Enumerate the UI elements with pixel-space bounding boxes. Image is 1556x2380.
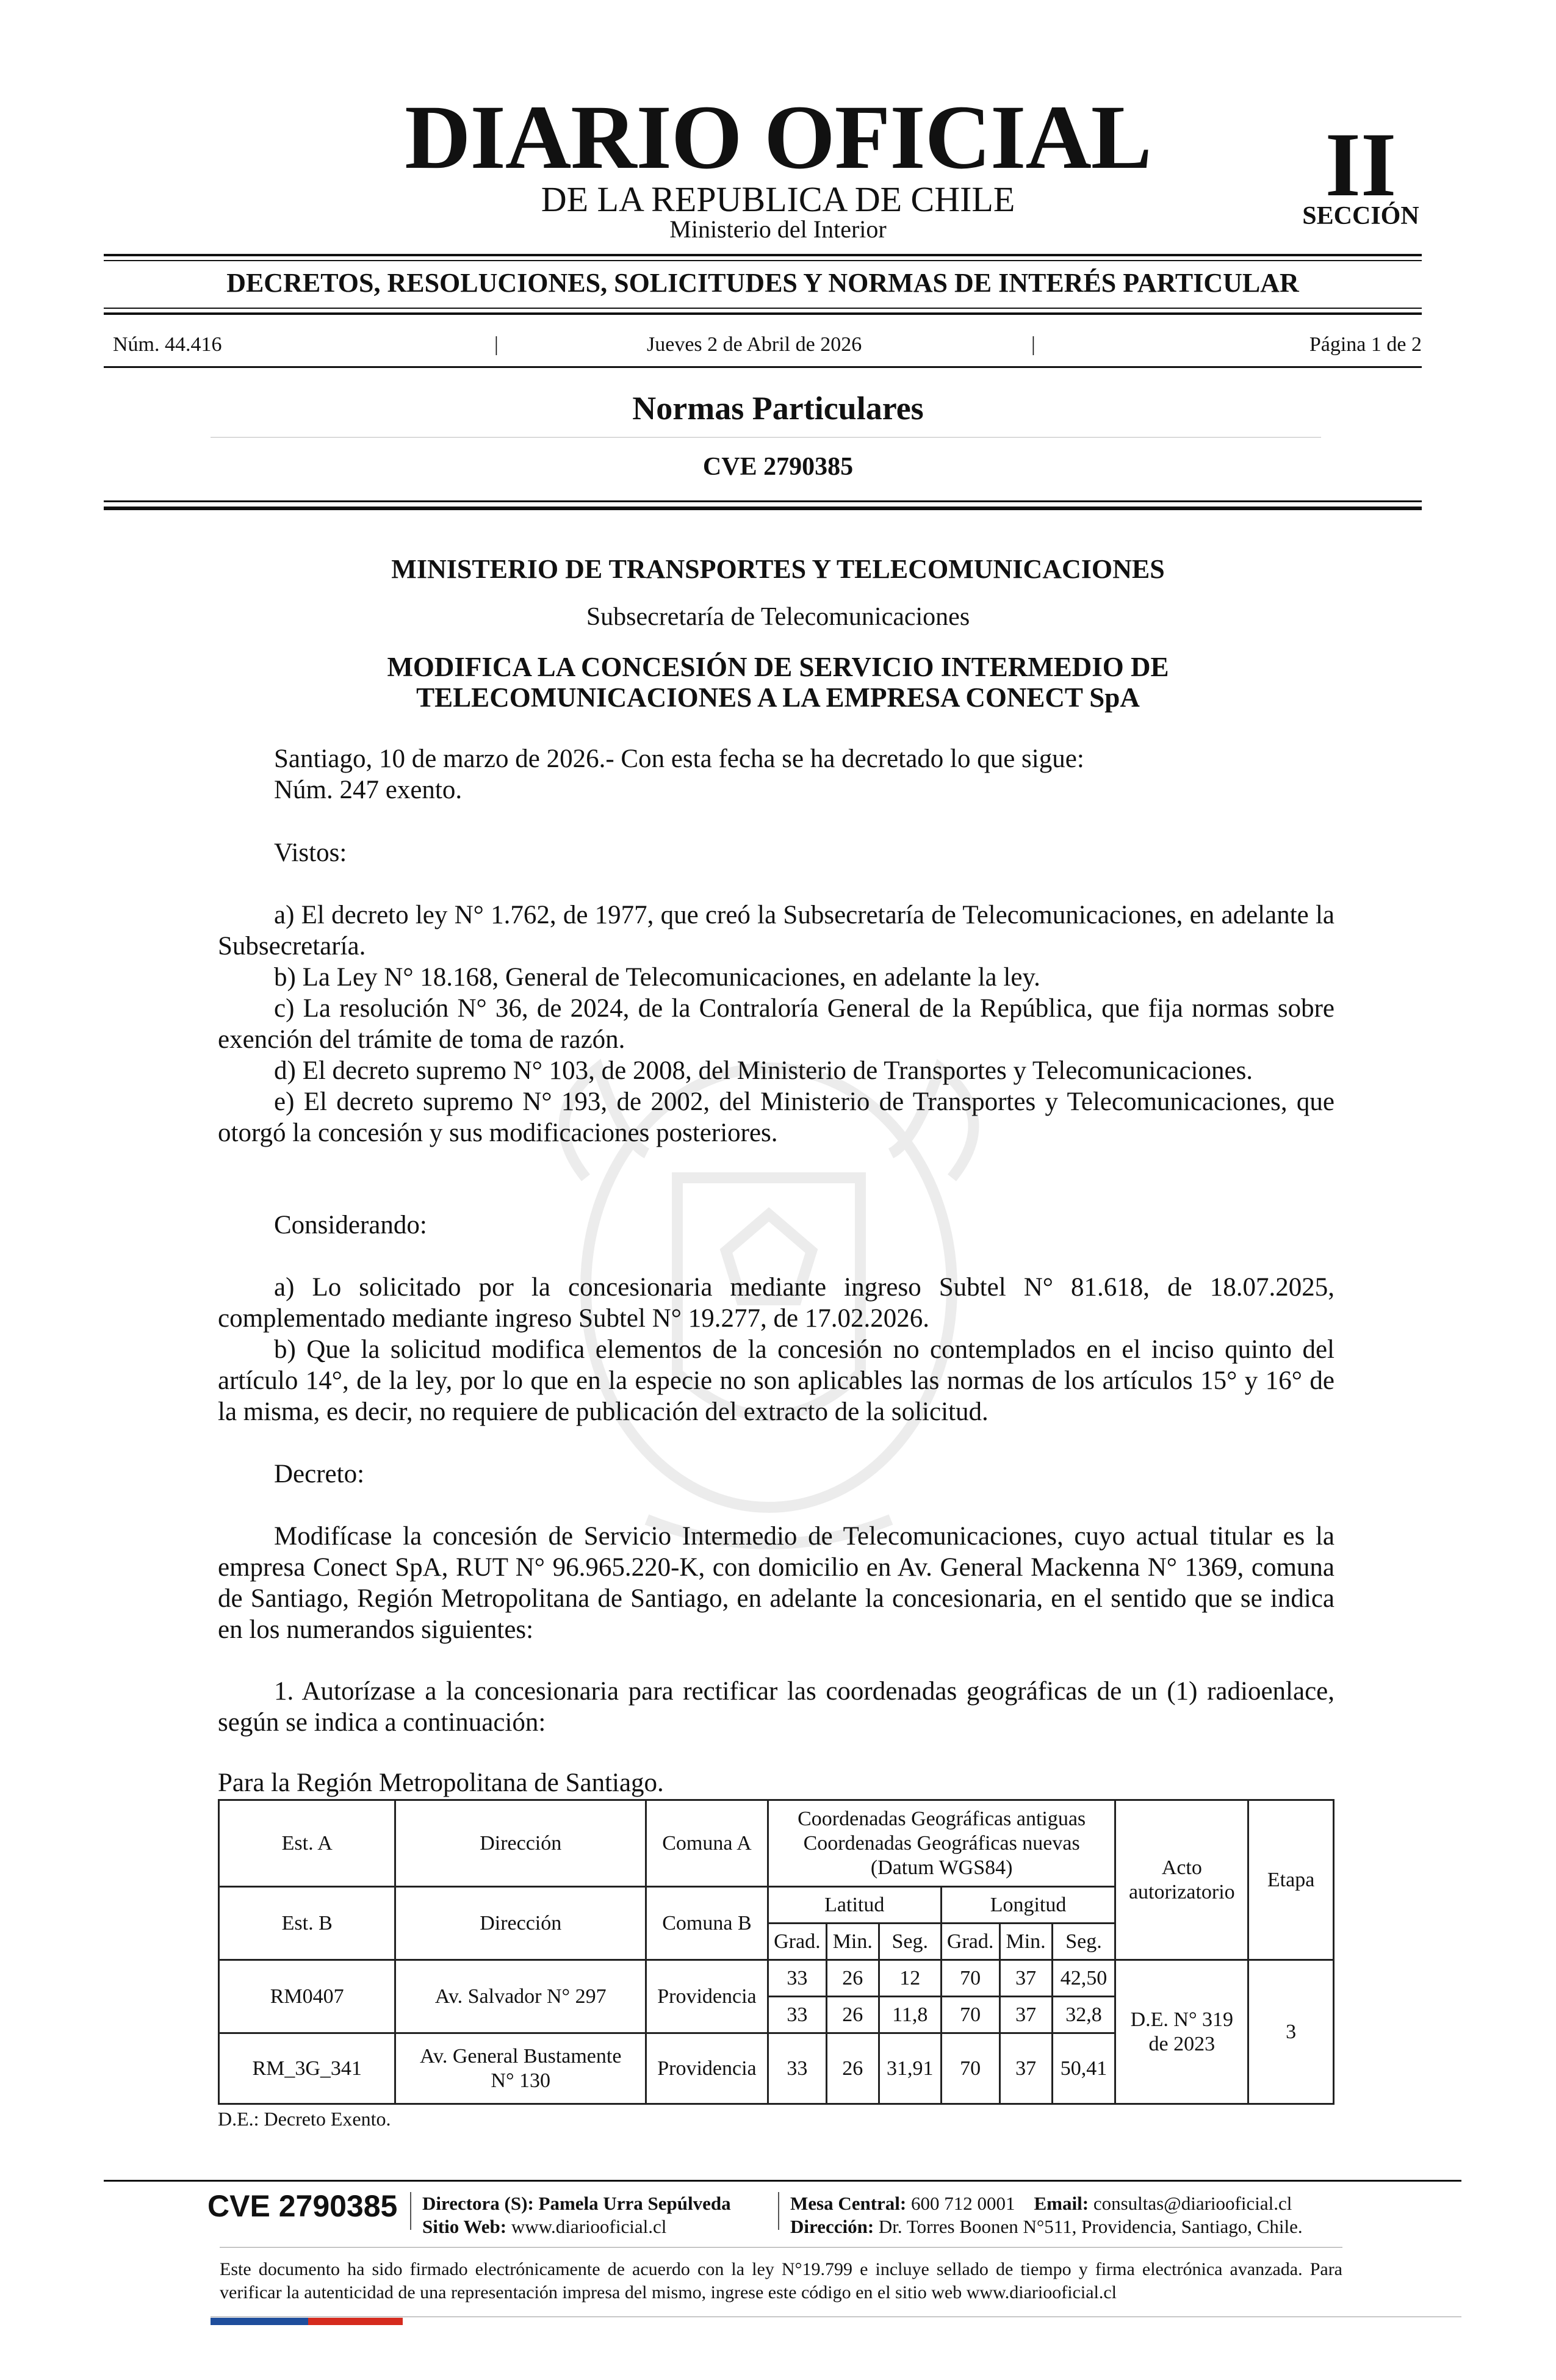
footer-contact-block [790, 2192, 1303, 2238]
footer-web-label: Sitio Web: [422, 2216, 507, 2237]
top-rule-2 [104, 260, 1422, 261]
vistos-label-text: Vistos: [274, 838, 347, 867]
header-est-b: Est. B [219, 1887, 395, 1960]
footer-direccion-label: Dirección: [790, 2216, 874, 2237]
decreto-paragraph: Modifícase la concesión de Servicio Intermedio de Telecomunicaciones, cuyo actual titular es la empresa Conect SpA, RUT N° 96.965.220-K, con domicilio en Av. General Mackenna N° 1369, comuna de Santiago, Región Metropolitana de Santiago, en adelante la concesionaria, en el sentido que se indica en los numerandos siguientes: [218, 1522, 1334, 1644]
info-separator: | [494, 333, 499, 356]
considerando-label [218, 1210, 1334, 1241]
header-latitud: Latitud [768, 1887, 941, 1924]
subsecretaria-heading: Subsecretaría de Telecomunicaciones [586, 603, 970, 631]
footer-web [422, 2215, 731, 2238]
header-lon-seg: Seg. [1052, 1924, 1115, 1960]
row2-lat-min: 26 [826, 2033, 879, 2104]
vistos-item-b: b) La Ley N° 18.168, General de Telecomunicaciones, en adelante la ley. [274, 963, 1040, 992]
row1-comuna: Providencia [646, 1960, 768, 2033]
header-coord-old: Coordenadas Geográficas antiguas [798, 1807, 1086, 1830]
table-note: D.E.: Decreto Exento. [218, 2108, 391, 2130]
decreto-block [218, 1521, 1334, 1645]
row1-new-lon-seg: 32,8 [1052, 1997, 1115, 2033]
item-1-block [218, 1676, 1334, 1738]
row1-new-lon-min: 37 [1000, 1997, 1052, 2033]
considerando-list [218, 1272, 1334, 1427]
info-separator: | [1031, 333, 1036, 356]
row2-lon-grad: 70 [941, 2033, 1000, 2104]
footer-legal-notice: Este documento ha sido firmado electrónicamente de acuerdo con la ley N°19.799 e incluye sellado de tiempo y firma electrónica avanzada. Para verificar la autenticidad de una representación impresa del mismo, ingrese este código en el sitio web www.diariooficial.cl [220, 2259, 1342, 2302]
row1-direccion: Av. Salvador N° 297 [395, 1960, 646, 2033]
row1-old-lat-min: 26 [826, 1960, 879, 1997]
section-title-underline [211, 437, 1321, 438]
page-indicator: Página 1 de 2 [1309, 333, 1422, 356]
considerando-label-text: Considerando: [274, 1211, 427, 1239]
mid-rule-1 [104, 308, 1422, 309]
intro-line-1: Santiago, 10 de marzo de 2026.- Con esta fecha se ha decretado lo que sigue: [274, 745, 1084, 773]
flag-stripe-red [308, 2318, 403, 2325]
header-lon-grad: Grad. [941, 1924, 1000, 1960]
top-rule-1 [104, 254, 1422, 256]
document-title-line-1: MODIFICA LA CONCESIÓN DE SERVICIO INTERMEDIO DE [387, 652, 1169, 682]
masthead-title: DIARIO OFICIAL [405, 87, 1151, 188]
row1-old-lon-grad: 70 [941, 1960, 1000, 1997]
section-number: II [1325, 114, 1397, 215]
intro-line-2: Núm. 247 exento. [274, 776, 463, 804]
row1-new-lon-grad: 70 [941, 1997, 1000, 2033]
section-title: Normas Particulares [632, 390, 924, 427]
footer-web-link[interactable]: www.diariooficial.cl [511, 2216, 667, 2237]
header-comuna-a: Comuna A [646, 1800, 768, 1887]
acto-line-2: de 2023 [1148, 2032, 1216, 2055]
row2-comuna: Providencia [646, 2033, 768, 2104]
etapa-value: 3 [1248, 1960, 1334, 2104]
region-label [218, 1767, 1334, 1798]
footer-cve: CVE 2790385 [207, 2189, 398, 2223]
row2-direccion-line-1: Av. General Bustamente [420, 2044, 622, 2068]
vistos-list [218, 900, 1334, 1149]
masthead-subtitle: DE LA REPUBLICA DE CHILE [541, 179, 1015, 219]
row1-old-lon-seg: 42,50 [1052, 1960, 1115, 1997]
row2-lat-grad: 33 [768, 2033, 826, 2104]
footer-director-block [422, 2192, 731, 2238]
row2-lat-seg: 31,91 [879, 2033, 941, 2104]
row1-old-lon-min: 37 [1000, 1960, 1052, 1997]
header-longitud: Longitud [941, 1887, 1115, 1924]
considerando-item-a: a) Lo solicitado por la concesionaria mediante ingreso Subtel N° 81.618, de 18.07.2025, complementado mediante ingreso Subtel N° 19.277, de 17.02.2026. [218, 1273, 1334, 1333]
row1-est: RM0407 [219, 1960, 395, 2033]
vistos-item-e: e) El decreto supremo N° 193, de 2002, del Ministerio de Transportes y Telecomunicaciones, que otorgó la concesión y sus modificaciones posteriores. [218, 1087, 1334, 1147]
header-lat-min: Min. [826, 1924, 879, 1960]
subtitle-band: DECRETOS, RESOLUCIONES, SOLICITUDES Y NORMAS DE INTERÉS PARTICULAR [226, 268, 1299, 298]
cve-rule-2 [104, 507, 1422, 510]
flag-stripe-blue [211, 2318, 308, 2325]
header-etapa: Etapa [1248, 1800, 1334, 1960]
ministry-heading: MINISTERIO DE TRANSPORTES Y TELECOMUNICACIONES [391, 554, 1165, 584]
row1-new-lat-min: 26 [826, 1997, 879, 2033]
decreto-label-text: Decreto: [274, 1460, 365, 1488]
row2-est: RM_3G_341 [219, 2033, 395, 2104]
footer-director: Directora (S): Pamela Urra Sepúlveda [422, 2193, 731, 2214]
region-label-text: Para la Región Metropolitana de Santiago. [218, 1769, 664, 1797]
footer-divider-2 [778, 2192, 779, 2230]
footer-email-link[interactable]: consultas@diariooficial.cl [1093, 2193, 1292, 2214]
vistos-item-d: d) El decreto supremo N° 103, de 2008, del Ministerio de Transportes y Telecomunicaciones. [274, 1056, 1253, 1085]
intro-block [218, 743, 1334, 806]
table-header-row-1 [219, 1800, 1334, 1887]
header-coord-new: Coordenadas Geográficas nuevas [803, 1831, 1080, 1855]
header-acto: Acto autorizatorio [1115, 1800, 1248, 1960]
header-coordinates [768, 1800, 1115, 1887]
decreto-label [218, 1459, 1334, 1490]
header-direccion-b: Dirección [395, 1887, 646, 1960]
footer-divider-1 [410, 2192, 411, 2230]
row2-direccion [395, 2033, 646, 2104]
row2-direccion-line-2: N° 130 [491, 2069, 551, 2092]
vistos-item-a: a) El decreto ley N° 1.762, de 1977, que creó la Subsecretaría de Telecomunicaciones, en adelante la Subsecretaría. [218, 901, 1334, 961]
header-lon-min: Min. [1000, 1924, 1052, 1960]
considerando-item-b: b) Que la solicitud modifica elementos de la concesión no contemplados en el inciso quinto del artículo 14°, de la ley, por lo que en la especie no son aplicables las normas de los artículos 15° y 16° de la misma, es decir, no requiere de publicación del extracto de la solicitud. [218, 1335, 1334, 1426]
coordinates-table [218, 1799, 1334, 2105]
cve-rule-1 [104, 500, 1422, 502]
row1-old-lat-seg: 12 [879, 1960, 941, 1997]
item-1-text: 1. Autorízase a la concesionaria para rectificar las coordenadas geográficas de un (1) radioenlace, según se indica a continuación: [218, 1677, 1334, 1737]
acto-line-1: D.E. N° 319 [1130, 2008, 1234, 2031]
footer-mesa-label: Mesa Central: [790, 2193, 907, 2214]
footer-legal-rule [220, 2247, 1342, 2248]
vistos-item-c: c) La resolución N° 36, de 2024, de la Contraloría General de la República, que fija normas sobre exención del trámite de toma de razón. [218, 994, 1334, 1054]
info-rule [104, 366, 1422, 368]
cve-header: CVE 2790385 [702, 453, 854, 481]
footer-rule [104, 2180, 1461, 2182]
footer-direccion-value: Dr. Torres Boonen N°511, Providencia, Santiago, Chile. [878, 2216, 1303, 2237]
header-direccion-a: Dirección [395, 1800, 646, 1887]
vistos-label [218, 837, 1334, 868]
header-lat-seg: Seg. [879, 1924, 941, 1960]
header-est-a: Est. A [219, 1800, 395, 1887]
section-label: SECCIÓN [1302, 202, 1419, 230]
header-comuna-b: Comuna B [646, 1887, 768, 1960]
mid-rule-2 [104, 312, 1422, 315]
footer-address-line [790, 2215, 1303, 2238]
document-title-line-2: TELECOMUNICACIONES A LA EMPRESA CONECT SpA [416, 682, 1140, 713]
table-row [219, 1960, 1334, 1997]
footer-contact-line [790, 2192, 1303, 2215]
issue-date: Jueves 2 de Abril de 2026 [647, 333, 862, 356]
acto-autorizatorio [1115, 1960, 1248, 2104]
footer-email-label: Email: [1034, 2193, 1089, 2214]
row2-lon-min: 37 [1000, 2033, 1052, 2104]
row2-lon-seg: 50,41 [1052, 2033, 1115, 2104]
footer-mesa-value: 600 712 0001 [911, 2193, 1015, 2214]
issue-number: Núm. 44.416 [113, 333, 222, 356]
masthead-ministry: Ministerio del Interior [669, 215, 887, 243]
row1-new-lat-seg: 11,8 [879, 1997, 941, 2033]
header-lat-grad: Grad. [768, 1924, 826, 1960]
row1-new-lat-grad: 33 [768, 1997, 826, 2033]
row1-old-lat-grad: 33 [768, 1960, 826, 1997]
header-coord-datum: (Datum WGS84) [870, 1856, 1013, 1879]
